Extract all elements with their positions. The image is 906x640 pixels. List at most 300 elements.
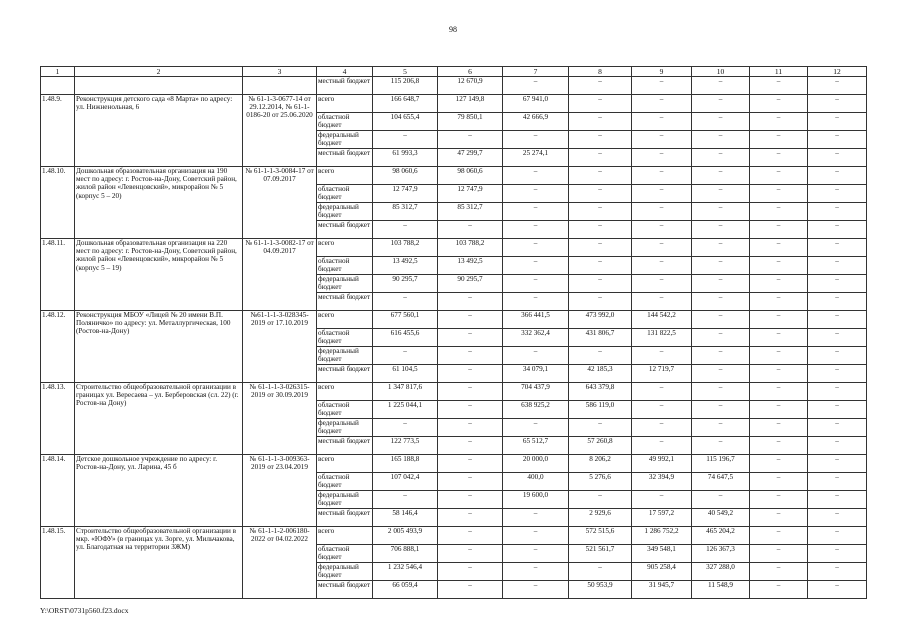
value-cell: – bbox=[750, 491, 808, 509]
value-cell: 144 542,2 bbox=[632, 311, 692, 329]
table-row bbox=[41, 239, 867, 257]
value-cell: – bbox=[692, 257, 750, 275]
value-cell: – bbox=[438, 563, 503, 581]
registration-number: №61-1-1-3-028345-2019 от 17.10.2019 bbox=[243, 311, 317, 383]
value-cell: – bbox=[632, 437, 692, 455]
value-cell: – bbox=[438, 509, 503, 527]
value-cell: – bbox=[569, 293, 632, 311]
value-cell: 57 260,8 bbox=[569, 437, 632, 455]
value-cell: 49 992,1 bbox=[632, 455, 692, 473]
value-cell: – bbox=[438, 545, 503, 563]
budget-type-cell: местный бюджет bbox=[317, 365, 373, 383]
value-cell: – bbox=[438, 221, 503, 239]
value-cell: – bbox=[503, 77, 569, 95]
column-header: 10 bbox=[692, 67, 750, 77]
value-cell: – bbox=[692, 95, 750, 113]
value-cell: – bbox=[808, 185, 867, 203]
value-cell: – bbox=[632, 347, 692, 365]
item-number: 1.48.14. bbox=[41, 455, 75, 527]
value-cell: – bbox=[438, 473, 503, 491]
value-cell: – bbox=[808, 293, 867, 311]
value-cell: – bbox=[373, 419, 438, 437]
value-cell: – bbox=[808, 581, 867, 599]
budget-type-cell: всего bbox=[317, 311, 373, 329]
value-cell: – bbox=[503, 545, 569, 563]
budget-type-cell: областной бюджет bbox=[317, 329, 373, 347]
value-cell: 47 299,7 bbox=[438, 149, 503, 167]
value-cell: – bbox=[569, 221, 632, 239]
value-cell: – bbox=[438, 491, 503, 509]
value-cell: 42 666,9 bbox=[503, 113, 569, 131]
budget-type-cell: федеральный бюджет bbox=[317, 347, 373, 365]
value-cell: – bbox=[569, 203, 632, 221]
column-header: 1 bbox=[41, 67, 75, 77]
value-cell: 34 079,1 bbox=[503, 365, 569, 383]
value-cell: 65 512,7 bbox=[503, 437, 569, 455]
value-cell: – bbox=[503, 275, 569, 293]
column-header: 5 bbox=[373, 67, 438, 77]
value-cell: – bbox=[808, 221, 867, 239]
empty-cell bbox=[41, 77, 75, 95]
value-cell: – bbox=[692, 77, 750, 95]
value-cell: – bbox=[569, 95, 632, 113]
value-cell: – bbox=[750, 113, 808, 131]
registration-number: № 61-1-1-3-009363-2019 от 23.04.2019 bbox=[243, 455, 317, 527]
value-cell: 103 788,2 bbox=[373, 239, 438, 257]
budget-type-cell: всего bbox=[317, 167, 373, 185]
value-cell: – bbox=[569, 185, 632, 203]
value-cell: 327 288,0 bbox=[692, 563, 750, 581]
budget-type-cell: федеральный бюджет bbox=[317, 131, 373, 149]
value-cell: – bbox=[750, 203, 808, 221]
value-cell: – bbox=[373, 221, 438, 239]
value-cell: – bbox=[632, 293, 692, 311]
value-cell: 332 362,4 bbox=[503, 329, 569, 347]
value-cell: 20 000,0 bbox=[503, 455, 569, 473]
value-cell: – bbox=[692, 329, 750, 347]
empty-cell bbox=[75, 77, 243, 95]
value-cell: – bbox=[808, 131, 867, 149]
value-cell: – bbox=[692, 419, 750, 437]
value-cell: – bbox=[438, 131, 503, 149]
value-cell: – bbox=[750, 167, 808, 185]
value-cell: 32 394,9 bbox=[632, 473, 692, 491]
budget-type-cell: областной бюджет bbox=[317, 473, 373, 491]
object-name: Детское дошкольное учреждение по адресу: г. Ростов-на-Дону, ул. Ларина, 45 б bbox=[75, 455, 243, 527]
value-cell: – bbox=[373, 293, 438, 311]
value-cell: 473 992,0 bbox=[569, 311, 632, 329]
value-cell: – bbox=[503, 509, 569, 527]
value-cell: 98 060,6 bbox=[373, 167, 438, 185]
object-name: Дошкольная образовательная организация на 190 мест по адресу: г. Ростов-на-Дону, Советский район, жилой район «Левенцовский», микрорайон № 5 (корпус 5 – 20) bbox=[75, 167, 243, 239]
value-cell: – bbox=[808, 419, 867, 437]
budget-type-cell: федеральный бюджет bbox=[317, 419, 373, 437]
value-cell: 17 597,2 bbox=[632, 509, 692, 527]
value-cell: – bbox=[808, 527, 867, 545]
value-cell: 19 600,0 bbox=[503, 491, 569, 509]
value-cell: – bbox=[750, 185, 808, 203]
value-cell: – bbox=[692, 365, 750, 383]
value-cell: – bbox=[438, 311, 503, 329]
value-cell: – bbox=[692, 239, 750, 257]
value-cell: – bbox=[692, 311, 750, 329]
value-cell: – bbox=[569, 167, 632, 185]
value-cell: 79 850,1 bbox=[438, 113, 503, 131]
value-cell: – bbox=[808, 455, 867, 473]
value-cell: 61 104,5 bbox=[373, 365, 438, 383]
value-cell: – bbox=[808, 113, 867, 131]
value-cell: – bbox=[569, 419, 632, 437]
value-cell: – bbox=[569, 491, 632, 509]
value-cell: – bbox=[503, 581, 569, 599]
budget-type-cell: всего bbox=[317, 455, 373, 473]
value-cell: – bbox=[750, 257, 808, 275]
column-header: 6 bbox=[438, 67, 503, 77]
value-cell: – bbox=[808, 347, 867, 365]
value-cell: – bbox=[808, 383, 867, 401]
value-cell: – bbox=[808, 329, 867, 347]
value-cell: – bbox=[692, 221, 750, 239]
value-cell: 58 146,4 bbox=[373, 509, 438, 527]
value-cell: 13 492,5 bbox=[373, 257, 438, 275]
value-cell: 107 042,4 bbox=[373, 473, 438, 491]
table-row bbox=[41, 311, 867, 329]
value-cell: – bbox=[750, 221, 808, 239]
value-cell: 349 548,1 bbox=[632, 545, 692, 563]
value-cell: – bbox=[503, 293, 569, 311]
value-cell: – bbox=[750, 509, 808, 527]
value-cell: – bbox=[750, 437, 808, 455]
value-cell: 11 548,9 bbox=[692, 581, 750, 599]
value-cell: – bbox=[373, 131, 438, 149]
value-cell: – bbox=[750, 527, 808, 545]
value-cell: 90 295,7 bbox=[438, 275, 503, 293]
value-cell: – bbox=[808, 545, 867, 563]
value-cell: – bbox=[569, 131, 632, 149]
value-cell: 66 059,4 bbox=[373, 581, 438, 599]
value-cell: – bbox=[692, 293, 750, 311]
value-cell: – bbox=[373, 491, 438, 509]
value-cell: – bbox=[750, 365, 808, 383]
value-cell: – bbox=[808, 311, 867, 329]
value-cell: – bbox=[692, 275, 750, 293]
budget-type-cell: местный бюджет bbox=[317, 221, 373, 239]
item-number: 1.48.11. bbox=[41, 239, 75, 311]
value-cell: – bbox=[438, 401, 503, 419]
registration-number: № 61-1-1-3-0084-17 от 07.09.2017 bbox=[243, 167, 317, 239]
value-cell: – bbox=[808, 257, 867, 275]
column-header: 8 bbox=[569, 67, 632, 77]
value-cell: – bbox=[503, 527, 569, 545]
value-cell: – bbox=[692, 437, 750, 455]
value-cell: – bbox=[632, 131, 692, 149]
value-cell: – bbox=[632, 275, 692, 293]
value-cell: 1 286 752,2 bbox=[632, 527, 692, 545]
value-cell: 165 188,8 bbox=[373, 455, 438, 473]
table-row bbox=[41, 383, 867, 401]
value-cell: – bbox=[808, 437, 867, 455]
value-cell: – bbox=[632, 383, 692, 401]
value-cell: – bbox=[503, 185, 569, 203]
value-cell: – bbox=[632, 95, 692, 113]
value-cell: – bbox=[632, 401, 692, 419]
value-cell: 61 993,3 bbox=[373, 149, 438, 167]
value-cell: – bbox=[569, 563, 632, 581]
value-cell: – bbox=[808, 149, 867, 167]
value-cell: 13 492,5 bbox=[438, 257, 503, 275]
value-cell: 5 276,6 bbox=[569, 473, 632, 491]
value-cell: – bbox=[692, 131, 750, 149]
value-cell: – bbox=[750, 401, 808, 419]
value-cell: 115 206,8 bbox=[373, 77, 438, 95]
value-cell: 40 549,2 bbox=[692, 509, 750, 527]
value-cell: – bbox=[808, 203, 867, 221]
registration-number: № 61-1-1-2-006180-2022 от 04.02.2022 bbox=[243, 527, 317, 599]
table-row bbox=[41, 527, 867, 545]
value-cell: 115 196,7 bbox=[692, 455, 750, 473]
value-cell: – bbox=[569, 257, 632, 275]
value-cell: – bbox=[750, 293, 808, 311]
value-cell: – bbox=[438, 383, 503, 401]
budget-type-cell: федеральный бюджет bbox=[317, 491, 373, 509]
object-name: Строительство общеобразовательной организации в мкр. «ЮФУ» (в границах ул. Зорге, ул. Мильчакова, ул. Благодатная на территории ЗЖМ) bbox=[75, 527, 243, 599]
value-cell: – bbox=[750, 347, 808, 365]
value-cell: – bbox=[750, 545, 808, 563]
item-number: 1.48.10. bbox=[41, 167, 75, 239]
budget-type-cell: всего bbox=[317, 95, 373, 113]
value-cell: 638 925,2 bbox=[503, 401, 569, 419]
value-cell: 465 204,2 bbox=[692, 527, 750, 545]
value-cell: 706 888,1 bbox=[373, 545, 438, 563]
value-cell: – bbox=[808, 275, 867, 293]
value-cell: – bbox=[503, 131, 569, 149]
value-cell: – bbox=[438, 293, 503, 311]
object-name: Реконструкция детского сада «8 Марта» по адресу: ул. Нижненольная, 6 bbox=[75, 95, 243, 167]
budget-type-cell: местный бюджет bbox=[317, 149, 373, 167]
budget-type-cell: местный бюджет bbox=[317, 509, 373, 527]
budget-type-cell: местный бюджет bbox=[317, 77, 373, 95]
budget-table bbox=[40, 66, 867, 599]
registration-number: № 61-1-3-0677-14 от 29.12.2014, № 61-1-0186-20 от 25.06.2020 bbox=[243, 95, 317, 167]
value-cell: 90 295,7 bbox=[373, 275, 438, 293]
header-row bbox=[41, 67, 867, 77]
value-cell: – bbox=[750, 419, 808, 437]
value-cell: 616 455,6 bbox=[373, 329, 438, 347]
value-cell: – bbox=[503, 239, 569, 257]
value-cell: 905 258,4 bbox=[632, 563, 692, 581]
object-name: Строительство общеобразовательной организации в границах ул. Вересаева – ул. Берберовская (сл. 22) (г. Ростов-на Дону) bbox=[75, 383, 243, 455]
table-row bbox=[41, 95, 867, 113]
column-header: 4 bbox=[317, 67, 373, 77]
value-cell: – bbox=[632, 221, 692, 239]
value-cell: 643 379,8 bbox=[569, 383, 632, 401]
value-cell: – bbox=[692, 149, 750, 167]
value-cell: – bbox=[438, 581, 503, 599]
value-cell: – bbox=[750, 95, 808, 113]
budget-type-cell: областной бюджет bbox=[317, 401, 373, 419]
budget-type-cell: областной бюджет bbox=[317, 185, 373, 203]
value-cell: 12 719,7 bbox=[632, 365, 692, 383]
page-number: 98 bbox=[449, 25, 457, 34]
value-cell: – bbox=[503, 563, 569, 581]
value-cell: 400,0 bbox=[503, 473, 569, 491]
budget-type-cell: федеральный бюджет bbox=[317, 563, 373, 581]
value-cell: – bbox=[503, 257, 569, 275]
column-header: 11 bbox=[750, 67, 808, 77]
registration-number: № 61-1-1-3-026315-2019 от 30.09.2019 bbox=[243, 383, 317, 455]
value-cell: 104 655,4 bbox=[373, 113, 438, 131]
value-cell: – bbox=[808, 509, 867, 527]
value-cell: – bbox=[503, 203, 569, 221]
value-cell: – bbox=[632, 185, 692, 203]
value-cell: 12 747,9 bbox=[438, 185, 503, 203]
budget-type-cell: всего bbox=[317, 383, 373, 401]
value-cell: – bbox=[692, 491, 750, 509]
value-cell: – bbox=[632, 149, 692, 167]
value-cell: – bbox=[632, 167, 692, 185]
value-cell: – bbox=[750, 383, 808, 401]
value-cell: 122 773,5 bbox=[373, 437, 438, 455]
value-cell: – bbox=[438, 347, 503, 365]
value-cell: 103 788,2 bbox=[438, 239, 503, 257]
budget-type-cell: местный бюджет bbox=[317, 581, 373, 599]
value-cell: – bbox=[808, 563, 867, 581]
budget-type-cell: областной бюджет bbox=[317, 113, 373, 131]
value-cell: – bbox=[808, 95, 867, 113]
value-cell: – bbox=[750, 239, 808, 257]
budget-type-cell: областной бюджет bbox=[317, 545, 373, 563]
column-header: 12 bbox=[808, 67, 867, 77]
value-cell: – bbox=[750, 149, 808, 167]
value-cell: – bbox=[632, 77, 692, 95]
value-cell: – bbox=[750, 563, 808, 581]
value-cell: – bbox=[750, 473, 808, 491]
table-row bbox=[41, 167, 867, 185]
column-header: 3 bbox=[243, 67, 317, 77]
value-cell: – bbox=[750, 455, 808, 473]
object-name: Дошкольная образовательная организация на 220 мест по адресу: г. Ростов-на-Дону, Советский район, жилой район «Левенцовский», микрорайон № 5 (корпус 5 – 19) bbox=[75, 239, 243, 311]
budget-type-cell: всего bbox=[317, 239, 373, 257]
value-cell: – bbox=[632, 257, 692, 275]
budget-type-cell: областной бюджет bbox=[317, 257, 373, 275]
value-cell: 42 185,3 bbox=[569, 365, 632, 383]
value-cell: 1 232 546,4 bbox=[373, 563, 438, 581]
value-cell: – bbox=[503, 347, 569, 365]
value-cell: – bbox=[692, 185, 750, 203]
value-cell: 431 806,7 bbox=[569, 329, 632, 347]
value-cell: – bbox=[438, 527, 503, 545]
value-cell: 166 648,7 bbox=[373, 95, 438, 113]
budget-type-cell: федеральный бюджет bbox=[317, 203, 373, 221]
value-cell: – bbox=[808, 491, 867, 509]
value-cell: – bbox=[632, 203, 692, 221]
value-cell: – bbox=[692, 203, 750, 221]
value-cell: – bbox=[569, 113, 632, 131]
value-cell: 98 060,6 bbox=[438, 167, 503, 185]
value-cell: 25 274,1 bbox=[503, 149, 569, 167]
value-cell: – bbox=[373, 347, 438, 365]
value-cell: 586 119,0 bbox=[569, 401, 632, 419]
value-cell: 50 953,9 bbox=[569, 581, 632, 599]
budget-type-cell: местный бюджет bbox=[317, 437, 373, 455]
column-header: 9 bbox=[632, 67, 692, 77]
value-cell: 31 945,7 bbox=[632, 581, 692, 599]
value-cell: – bbox=[692, 401, 750, 419]
value-cell: – bbox=[750, 581, 808, 599]
value-cell: – bbox=[808, 239, 867, 257]
value-cell: – bbox=[808, 473, 867, 491]
value-cell: 126 367,3 bbox=[692, 545, 750, 563]
value-cell: – bbox=[503, 167, 569, 185]
column-header: 7 bbox=[503, 67, 569, 77]
budget-type-cell: всего bbox=[317, 527, 373, 545]
value-cell: – bbox=[503, 221, 569, 239]
value-cell: – bbox=[632, 113, 692, 131]
value-cell: 85 312,7 bbox=[438, 203, 503, 221]
budget-type-cell: местный бюджет bbox=[317, 293, 373, 311]
value-cell: – bbox=[692, 113, 750, 131]
value-cell: – bbox=[569, 347, 632, 365]
value-cell: 74 647,5 bbox=[692, 473, 750, 491]
value-cell: – bbox=[692, 383, 750, 401]
value-cell: – bbox=[438, 437, 503, 455]
value-cell: – bbox=[808, 365, 867, 383]
value-cell: 12 670,9 bbox=[438, 77, 503, 95]
value-cell: 1 347 817,6 bbox=[373, 383, 438, 401]
value-cell: – bbox=[750, 77, 808, 95]
value-cell: 704 437,9 bbox=[503, 383, 569, 401]
value-cell: 521 561,7 bbox=[569, 545, 632, 563]
value-cell: 67 941,0 bbox=[503, 95, 569, 113]
footer-file-path: Y:\ORST\0731p560.f23.docx bbox=[40, 606, 129, 615]
value-cell: – bbox=[808, 401, 867, 419]
value-cell: – bbox=[569, 149, 632, 167]
value-cell: – bbox=[632, 239, 692, 257]
value-cell: 12 747,9 bbox=[373, 185, 438, 203]
item-number: 1.48.15. bbox=[41, 527, 75, 599]
item-number: 1.48.13. bbox=[41, 383, 75, 455]
value-cell: 572 515,6 bbox=[569, 527, 632, 545]
value-cell: – bbox=[692, 167, 750, 185]
object-name: Реконструкция МБОУ «Лицей № 20 имени В.П. Поляничко» по адресу: ул. Металлургическая, 100 (Ростов-на-Дону) bbox=[75, 311, 243, 383]
column-header: 2 bbox=[75, 67, 243, 77]
value-cell: 1 225 044,1 bbox=[373, 401, 438, 419]
value-cell: – bbox=[750, 329, 808, 347]
empty-cell bbox=[243, 77, 317, 95]
value-cell: 2 929,6 bbox=[569, 509, 632, 527]
value-cell: – bbox=[438, 455, 503, 473]
value-cell: 131 822,5 bbox=[632, 329, 692, 347]
value-cell: – bbox=[632, 491, 692, 509]
value-cell: 85 312,7 bbox=[373, 203, 438, 221]
value-cell: – bbox=[750, 131, 808, 149]
value-cell: – bbox=[808, 77, 867, 95]
table-row bbox=[41, 455, 867, 473]
value-cell: – bbox=[692, 347, 750, 365]
value-cell: 2 005 493,9 bbox=[373, 527, 438, 545]
budget-type-cell: федеральный бюджет bbox=[317, 275, 373, 293]
value-cell: – bbox=[569, 275, 632, 293]
value-cell: – bbox=[750, 311, 808, 329]
value-cell: 677 560,1 bbox=[373, 311, 438, 329]
value-cell: – bbox=[569, 77, 632, 95]
value-cell: – bbox=[750, 275, 808, 293]
value-cell: – bbox=[503, 419, 569, 437]
value-cell: 366 441,5 bbox=[503, 311, 569, 329]
value-cell: – bbox=[438, 365, 503, 383]
value-cell: 8 206,2 bbox=[569, 455, 632, 473]
table-row bbox=[41, 77, 867, 95]
